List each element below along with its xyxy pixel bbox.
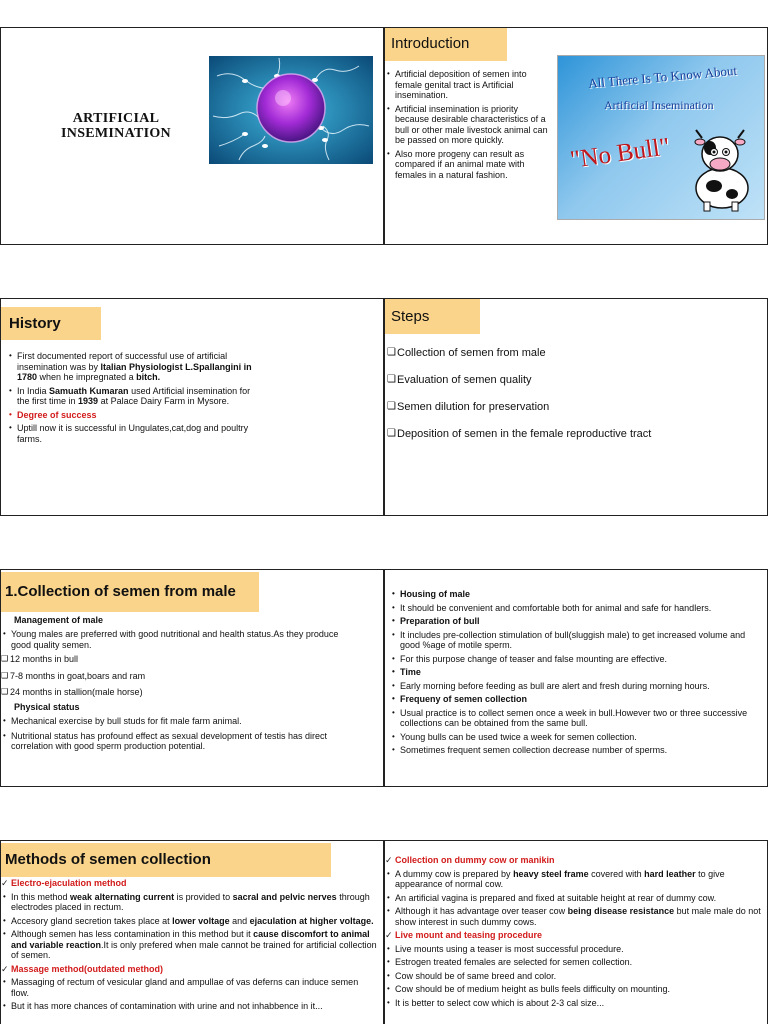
list-item: • It is better to select cow which is about 2-3 cal size... [385, 998, 763, 1009]
list-item: ✓ Collection on dummy cow or manikin [385, 855, 763, 866]
collection-continued-list [390, 589, 762, 759]
list-item: • Time [390, 667, 762, 678]
steps-heading: Steps [385, 299, 480, 334]
management-subheading: Management of male [14, 615, 104, 625]
list-item: ✓ Live mount and teasing procedure [385, 930, 763, 941]
poster-quote: "No Bull" [568, 133, 672, 174]
list-item: • Mechanical exercise by bull studs for fit male farm animal. [1, 716, 353, 727]
slide-methods-continued [384, 840, 768, 1024]
list-item: • Massaging of rectum of vesicular gland and ampullae of vas deferns can induce semen flow. [1, 977, 377, 998]
list-item: ❑ 12 months in bull [1, 654, 353, 665]
list-item: • Although semen has less contamination in this method but it cause discomfort to animal and variable reaction.It is only prefered when male cannot be trained for artificial collection of semen. [1, 929, 377, 961]
list-item: • Artificial insemination is priority because desirable characteristics of a bull or other male livestock animal can be passed on more quickly. [385, 104, 553, 146]
physical-status-subheading: Physical status [14, 701, 80, 712]
no-bull-poster [557, 55, 765, 220]
title-line-2: INSEMINATION [61, 126, 171, 141]
methods-heading: Methods of semen collection [1, 843, 331, 877]
list-item: • Sometimes frequent semen collection decrease number of sperms. [390, 745, 762, 756]
history-heading: History [1, 307, 101, 340]
list-item: ❑ Semen dilution for preservation [387, 400, 757, 414]
methods-continued-list [385, 855, 763, 1011]
list-item: • Uptill now it is successful in Ungulates,cat,dog and poultry farms. [7, 423, 265, 444]
list-item: • Frequeny of semen collection [390, 694, 762, 705]
list-item: • First documented report of successful use of artificial insemination was by Italian Physiologist L.Spallangini in 1780 when he impregnated a bitch. [7, 351, 265, 383]
list-item: • An artificial vagina is prepared and fixed at suitable height at rear of dummy cow. [385, 893, 763, 904]
list-item: • Young bulls can be used twice a week for semen collection. [390, 732, 762, 743]
list-item: • Cow should be of medium height as bulls feels difficulty on mounting. [385, 984, 763, 995]
sperm-egg-illustration [209, 56, 373, 164]
list-item: ❑ Evaluation of semen quality [387, 373, 757, 387]
list-item: • But it has more chances of contamination with urine and not inhabbence in it... [1, 1001, 377, 1012]
poster-line-1: All There Is To Know About [587, 62, 738, 91]
list-item: • It should be convenient and comfortable both for animal and safe for handlers. [390, 603, 762, 614]
list-item: ❑ 7-8 months in goat,boars and ram [1, 671, 353, 682]
steps-list [387, 346, 757, 454]
list-item: ✓ Massage method(outdated method) [1, 964, 377, 975]
poster-line-2: Artificial Insemination [604, 98, 714, 112]
slide-methods [0, 840, 384, 1024]
collection-list [1, 629, 353, 755]
list-item: • Live mounts using a teaser is most successful procedure. [385, 944, 763, 955]
list-item: • Also more progeny can result as compared if an animal mate with females in a natural fashion. [385, 149, 553, 181]
slide-history [0, 298, 384, 516]
collection-heading: 1.Collection of semen from male [1, 572, 259, 612]
list-item: • Preparation of bull [390, 616, 762, 627]
list-item: • Young males are preferred with good nutritional and health status.As they produce good quality semen. [1, 629, 353, 650]
list-item: • Although it has advantage over teaser cow being disease resistance but male male do not show interest in such dummy cows. [385, 906, 763, 927]
list-item: • Artificial deposition of semen into female genital tract is Artificial insemination. [385, 69, 553, 101]
list-item: ❑ 24 months in stallion(male horse) [1, 687, 353, 698]
slide-introduction [384, 27, 768, 245]
list-item: • Accesory gland secretion takes place at lower voltage and ejaculation at higher voltage. [1, 916, 377, 927]
list-item: • Housing of male [390, 589, 762, 600]
list-item: • Nutritional status has profound effect as sexual development of testis has direct correlation with good sperm production potential. [1, 731, 353, 752]
slide-steps [384, 298, 768, 516]
introduction-list [385, 69, 553, 183]
slide-title [0, 27, 384, 245]
title-line-1: ARTIFICIAL [72, 111, 160, 126]
list-item: • A dummy cow is prepared by heavy steel frame covered with hard leather to give appearance of normal cow. [385, 869, 763, 890]
history-list [7, 351, 265, 447]
sperm-egg-image [209, 56, 373, 164]
list-item: • Usual practice is to collect semen once a week in bull.However two or three successive collections can be obtained from the same bull. [390, 708, 762, 729]
list-item: • Early morning before feeding as bull are alert and fresh during morning hours. [390, 681, 762, 692]
list-item: • In India Samuath Kumaran used Artificial insemination for the first time in 1939 at Palace Dairy Farm in Mysore. [7, 386, 265, 407]
list-item: • In this method weak alternating current is provided to sacral and pelvic nerves through electrodes placed in rectum. [1, 892, 377, 913]
list-item: • Cow should be of same breed and color. [385, 971, 763, 982]
slide-collection [0, 569, 384, 787]
methods-list [1, 878, 377, 1015]
list-item: ❑ Collection of semen from male [387, 346, 757, 360]
list-item: ✓ Electro-ejaculation method [1, 878, 377, 889]
slide-title-heading [31, 111, 201, 141]
list-item: • Estrogen treated females are selected for semen collection. [385, 957, 763, 968]
introduction-heading: Introduction [385, 28, 507, 61]
list-item: • For this purpose change of teaser and false mounting are effective. [390, 654, 762, 665]
slide-collection-continued [384, 569, 768, 787]
list-item: ❑ Deposition of semen in the female reproductive tract [387, 427, 757, 441]
list-item: • Degree of success [7, 410, 265, 421]
cartoon-cow-icon [686, 128, 756, 212]
list-item: • It includes pre-collection stimulation of bull(sluggish male) to get increased volume and good %age of motile sperm. [390, 630, 762, 651]
